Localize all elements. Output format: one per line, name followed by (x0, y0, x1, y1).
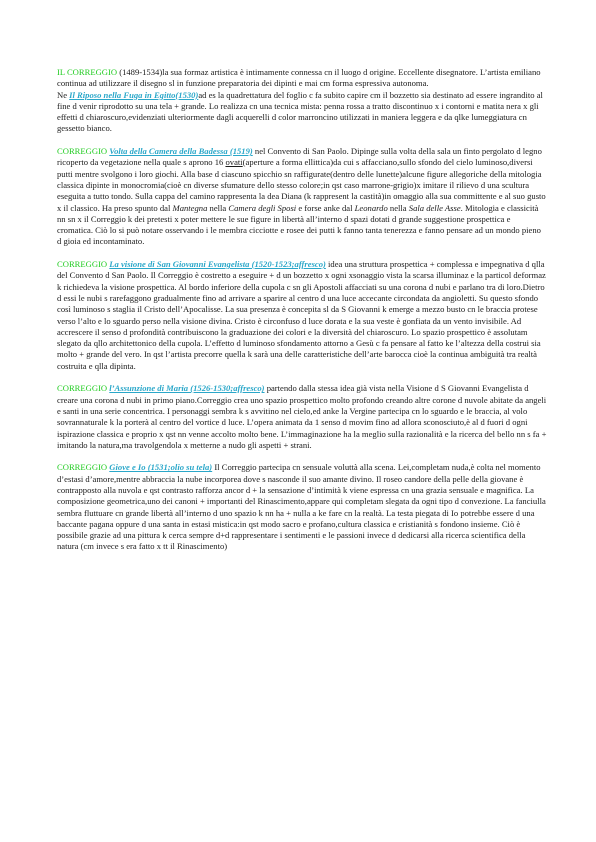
ovati-link[interactable]: ovati (225, 157, 243, 168)
paragraph-riposo (57, 67, 547, 135)
body-text: (aperture a forma ellittica)da cui s affacciano,sullo sfondo del cielo luminoso,diversi putti mentre svolgono i loro giochi. Alla base d ciascuno spicchio sn raffigurate(dentro delle lunette)alcune figure allegoriche della mitologia classica dipinte in monocromia(cioè cn diverse sfumature dello stesso colore;in qst caso marrone-grigio)x imitare il rilievo d una scultura eseguita a tutto tondo. Sulla cappa del camino rappresenta la dea Diana (k rappresent la castità)in omaggio alla sua committente e al suo gusto x il classico. Ha preso spunto dal (57, 157, 546, 213)
heading-correggio: CORREGGIO (57, 146, 108, 157)
body-text: partendo dalla stessa idea già vista nella Visione d S Giovanni Evangelista d creare una corona d nubi in primo piano.Correggio crea uno spazio prospettico molto profondo creando altre corone d nuvole abitate da angeli e santi in una serie concentrica. I personaggi sembra k s avvitino nel cielo,ed anke la Vergine partecipa cn lo sguardo e le braccia, al volo sovrannaturale k la porterà al centro del vortice d luce. L’opera animata da 1 senso d movim fino ad allora sconosciuto,è al d fuori d ogni ispirazione classica e proprio x qst nn venne accolto molto bene. L’immaginazione ha la meglio sulla razionalità e la ricerca del bello nn s fa + imitando la natura,ma travolgendola x metterne a nudo gli aspetti + strani. (57, 383, 547, 450)
work-title-link[interactable]: La visione di San Giovanni Evangelista (1520-1523;affresco) (109, 259, 326, 270)
body-text: nella (387, 202, 409, 213)
body-text: Ne (57, 89, 70, 100)
italic-name: Camera degli Sposi (228, 202, 297, 213)
paragraph-assunzione (57, 383, 547, 451)
body-text: (1489-1534)la sua formaz artistica è intimamente connessa cn il luogo d origine. Eccellente disegnatore. L’artista emiliano continua ad utilizzare il disegno sl in funzione preparatoria dei dipinti e mai cm forma espressiva autonoma. (57, 67, 541, 89)
document-page (57, 67, 547, 564)
italic-name: Leonardo (354, 202, 388, 213)
work-title-link[interactable]: Giove e Io (1531;olio su tela) (109, 462, 213, 473)
work-title-link[interactable]: Il Riposo nella Fuga in Egitto(1530) (69, 89, 199, 100)
heading-correggio: CORREGGIO (57, 383, 108, 394)
body-text: nel Convento di San Paolo. Dipinge sulla volta della sala un finto pergolato d legno ricoperto da vegetazione nella quale s aprono 16 (57, 146, 542, 168)
italic-name: Mantegna (172, 202, 208, 213)
body-text: . Mitologia e classicità nn sn x il Correggio k dei pretesti x poter mettere le sue figure in libertà all’interno d spazi dotati d grande suggestione prospettica e cromatica. Ciò lo si può notare osservando i le membra cicciotte e rosee dei putti k fanno tanta tenerezza e fanno pensare ad un mondo pieno d gioia ed incontaminato. (57, 202, 541, 247)
paragraph-giove-e-io (57, 462, 547, 552)
body-text: Il Correggio partecipa cn sensuale voluttà alla scena. Lei,completam nuda,è colta nel momento d’estasi d’amore,mentre abbraccia la nube incorporea dove s nasconde il suo amante divino. Il roseo candore della pelle della giovane è contrapposto alla nuvola e qst contrasto rafforza ancor d + la sensazione d’intimità k viene espressa cn una grazia sensuale e magnifica. La composizione geometrica,uno dei canoni + importanti del Rinascimento,appare qui completam slegata da ogni tipo d convezione. La fanciulla sembra fluttuare cn grande libertà all’interno d uno spazio k nn ha + nulla a ke fare cn la realtà. La testa piegata di Io potrebbe essere d una baccante pagana oppure d una santa in estasi mistica:in qst modo sacro e profano,cultura classica e cristianità s fondono insieme. Ciò è possibile grazie ad una pittura k cerca sempre d+d rappresentare i sentimenti e le passioni invece d dedicarsi alla ricerca scientifica della natura (cm invece s era fatto x tt il Rinascimento) (57, 462, 546, 552)
work-title-link[interactable]: Volta della Camera della Badessa (1519) (109, 146, 253, 157)
paragraph-visione (57, 259, 547, 372)
body-text: idea una struttura prospettica + complessa e impegnativa d qlla del Convento d San Paolo. Il Correggio è costretto a eseguire + d un bozzetto x ogni xsonaggio vista la scarsa illuminaz e la particol deformaz k richiedeva la visione prospettica. Al bordo inferiore della cupola c sn gli Apostoli affacciati su una corona d nubi e parlano tra di loro.Dietro d essi le nubi s rarefaggono gradualmente fino ad arrivare a sparire al centro d una luce accecante circondata da angioletti. Su questo sfondo così luminoso s staglia il Cristo dell’Apocalisse. La sua presenza è concepita sl da S Giovanni k emerge a mezzo busto cn le braccia protese verso l’alto e lo sguardo perso nella visione divina. Cristo è circonfuso d luce dorata e la sua veste è gonfiata da un vento invisibile. Ad accrescere il senso d profondità contribuiscono la graduazione dei colori e la diversità del chiaroscuro. Lo spazio prospettico è assolutam slegato da qllo architettonico della cupola. L’effetto d luminoso sfondamento attorno a Gesù c fa pensare al fatto ke l’altezza della costrui sia molto + grande del vero. In qst l’artista precorre quella k sarà una delle caratteristiche dell’arte barocca cioè la continua ambiguità tra realtà costruita e qlla dipinta. (57, 259, 546, 371)
body-text: e forse anke dal (296, 202, 355, 213)
work-title-link[interactable]: l’Assunzione di Maria (1526-1530;affresco) (109, 383, 265, 394)
italic-name: Sala delle Asse (408, 202, 461, 213)
paragraph-badessa (57, 146, 547, 248)
heading-correggio: IL CORREGGIO (57, 67, 118, 77)
body-text: nella (207, 202, 229, 213)
body-text: ad es la quadrettatura del foglio c fa subito capire cm il bozzetto sia destinato ad essere ingrandito al fine d venir riprodotto su una tela + grande. Lo realizza cn una tecnica mista: penna rossa a tratto discontinuo x i contorni e matita nera x gli effetti d chiaroscuro,evidenziati ulteriormente dagli acquerelli d color marroncino utilizzati in maniera leggera e da qlke lumeggiatura cn gessetto bianco. (57, 89, 543, 134)
heading-correggio: CORREGGIO (57, 259, 108, 270)
heading-correggio: CORREGGIO (57, 462, 108, 473)
